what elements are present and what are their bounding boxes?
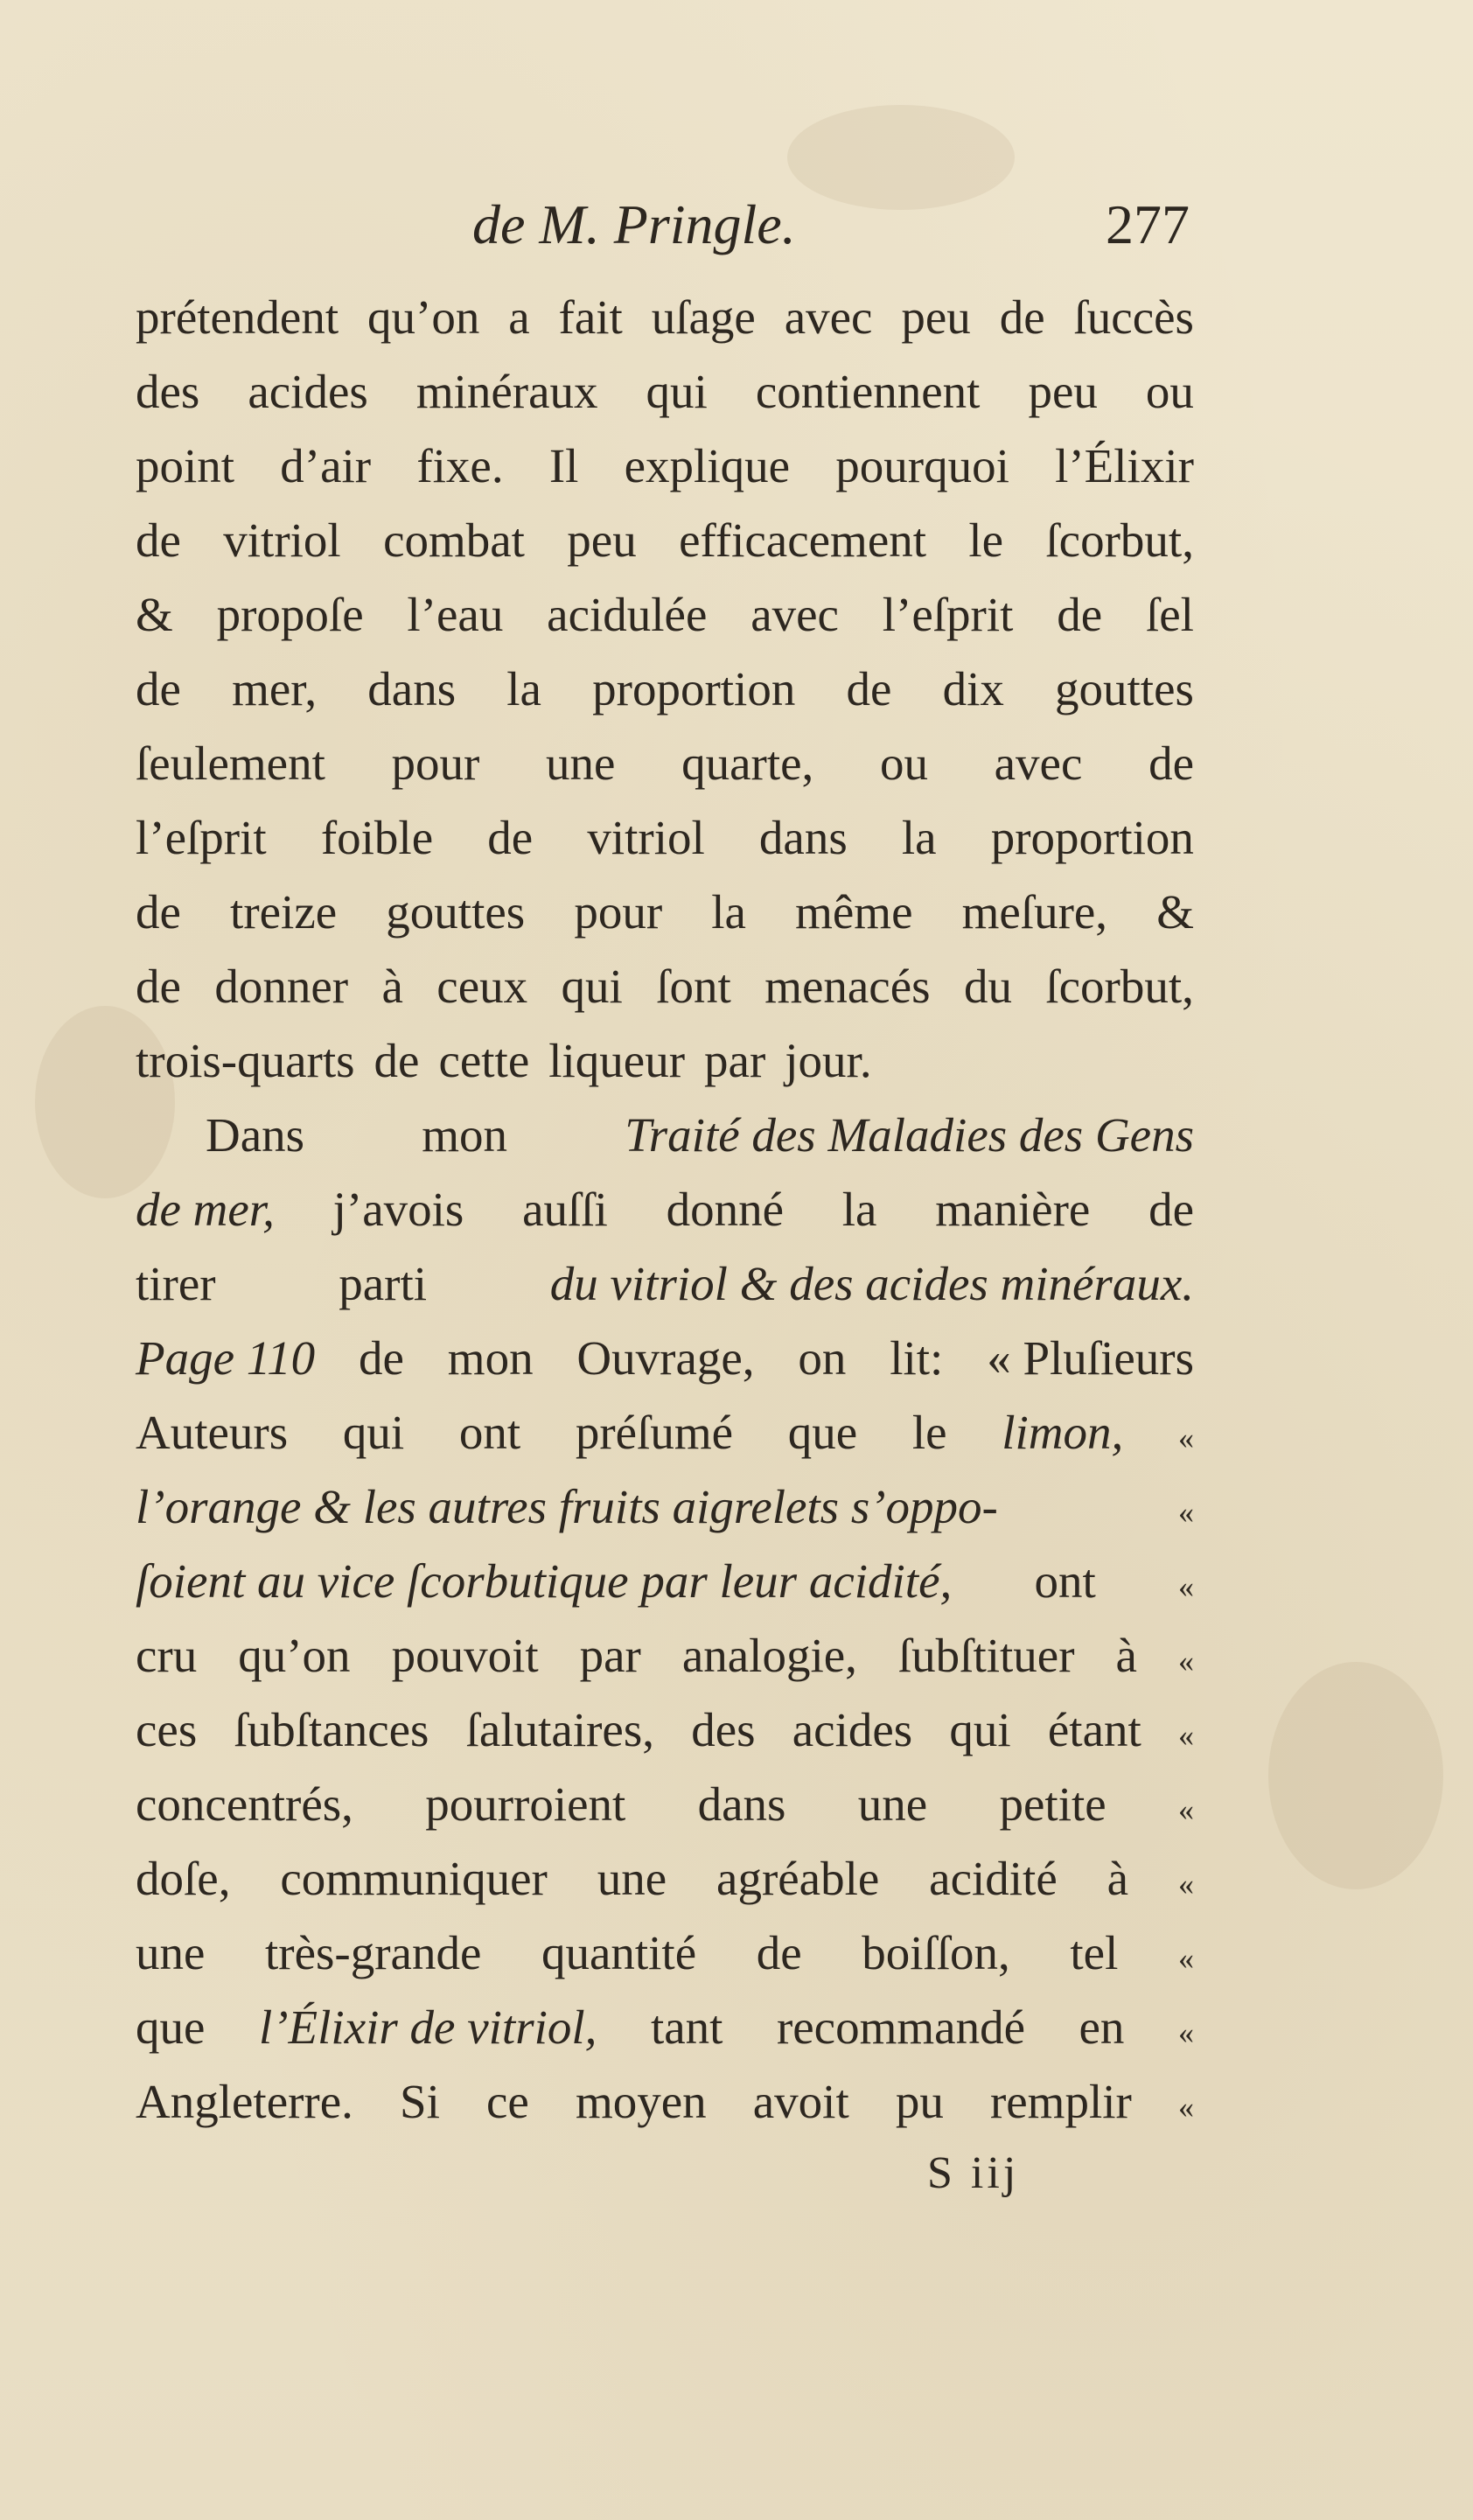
word: à xyxy=(1106,1852,1129,1905)
word: pourroient xyxy=(425,1777,626,1831)
word: peu xyxy=(567,513,637,567)
word: de xyxy=(136,662,181,716)
word: à xyxy=(1115,1629,1137,1682)
word: l’eau xyxy=(407,588,504,641)
word: quarte, xyxy=(681,736,814,790)
text-line xyxy=(136,1395,1194,1469)
word: qui xyxy=(342,1406,405,1459)
word: uſage xyxy=(651,290,756,344)
quotation-mark: « xyxy=(1177,1941,1194,1976)
word: une xyxy=(597,1852,667,1905)
word: pour xyxy=(391,736,480,790)
word: avec xyxy=(994,736,1083,790)
word: l’Élixir de vitriol, xyxy=(258,2000,597,2054)
text-line xyxy=(136,1544,1194,1618)
word: menacés xyxy=(764,960,931,1013)
word: par xyxy=(579,1629,641,1682)
word: de xyxy=(1148,1183,1194,1236)
word: peu xyxy=(901,290,971,344)
word: proportion xyxy=(990,811,1194,864)
text-line xyxy=(136,1321,1194,1395)
text-line xyxy=(136,1916,1194,1990)
word: & xyxy=(136,588,173,641)
quotation-mark: « xyxy=(1178,1792,1194,1827)
word: ont xyxy=(1034,1554,1096,1608)
word: pourquoi xyxy=(835,439,1009,492)
word: de xyxy=(1148,736,1194,790)
quotation-mark: « xyxy=(1177,1644,1194,1679)
word: d’air xyxy=(280,439,372,492)
word: la xyxy=(506,662,541,716)
word: recommandé xyxy=(776,2000,1025,2054)
body-text xyxy=(136,280,1194,2139)
word: la xyxy=(901,811,937,864)
word: qu’on xyxy=(367,290,480,344)
word: dix xyxy=(942,662,1004,716)
word: l’eſprit xyxy=(136,811,267,864)
word: analogie, xyxy=(681,1629,857,1682)
word: une xyxy=(136,1926,206,1979)
word: tel xyxy=(1070,1926,1119,1979)
word: dans xyxy=(697,1777,786,1831)
text-line xyxy=(136,354,1194,429)
word: Il xyxy=(548,439,579,492)
word: Auteurs xyxy=(136,1406,289,1459)
word: lit: xyxy=(890,1331,944,1385)
word: avec xyxy=(750,588,839,641)
text-line xyxy=(136,1693,1194,1767)
text-line xyxy=(136,726,1194,800)
word: donné xyxy=(666,1183,784,1236)
word: mon xyxy=(447,1331,534,1385)
text-line xyxy=(136,1246,1194,1321)
word: la xyxy=(841,1183,877,1236)
word: treize xyxy=(230,885,338,939)
quotation-mark: « xyxy=(1178,1718,1194,1753)
word: ſubſtituer xyxy=(897,1629,1075,1682)
word: manière xyxy=(935,1183,1091,1236)
word: mer, xyxy=(232,662,318,716)
quotation-mark: « xyxy=(1177,1421,1194,1455)
word: qui xyxy=(949,1703,1011,1756)
text-line xyxy=(136,1172,1194,1246)
word: a xyxy=(508,290,530,344)
word: par xyxy=(704,1034,766,1087)
word: foible xyxy=(320,811,434,864)
word: de xyxy=(136,960,181,1013)
word: efficacement xyxy=(679,513,927,567)
word: liqueur xyxy=(548,1034,686,1087)
word: ſuccès xyxy=(1073,290,1194,344)
word: avec xyxy=(784,290,873,344)
page-header xyxy=(131,192,1190,271)
word: prétendent xyxy=(136,290,339,344)
text-line xyxy=(136,280,1194,354)
word: étant xyxy=(1047,1703,1141,1756)
word: ont xyxy=(458,1406,521,1459)
word: de xyxy=(999,290,1045,344)
word: de xyxy=(756,1926,802,1979)
word: de xyxy=(136,885,181,939)
quotation-mark: « xyxy=(1177,2090,1194,2125)
word: de xyxy=(359,1331,404,1385)
text-line xyxy=(136,949,1194,1023)
word: le xyxy=(911,1406,947,1459)
word: communiquer xyxy=(280,1852,548,1905)
word: qui xyxy=(561,960,623,1013)
text-line xyxy=(136,1618,1194,1693)
word: auſſi xyxy=(522,1183,608,1236)
running-title: de M. Pringle. xyxy=(472,193,796,255)
word: une xyxy=(546,736,616,790)
word: qu’on xyxy=(238,1629,351,1682)
text-line xyxy=(136,1098,1194,1172)
word: l’eſprit xyxy=(882,588,1014,641)
word: parti xyxy=(339,1257,428,1310)
word: de xyxy=(373,1034,420,1087)
word: du xyxy=(963,960,1012,1013)
word: Traité des Maladies des Gens xyxy=(625,1108,1194,1162)
word: cru xyxy=(136,1629,198,1682)
word: de xyxy=(846,662,892,716)
word: point xyxy=(136,439,235,492)
word: moyen xyxy=(575,2075,707,2128)
word: acidulée xyxy=(547,588,708,641)
text-line xyxy=(136,652,1194,726)
word: jour. xyxy=(785,1034,872,1087)
word: Page 110 xyxy=(136,1331,316,1385)
word: l’Élixir xyxy=(1055,439,1194,492)
word: contiennent xyxy=(755,365,981,418)
word: fixe. xyxy=(416,439,504,492)
word: ſalutaires, xyxy=(465,1703,654,1756)
word: doſe, xyxy=(136,1852,231,1905)
text-line xyxy=(136,1841,1194,1916)
word: ceux xyxy=(436,960,528,1013)
word: ſcorbut, xyxy=(1045,960,1194,1013)
text-line xyxy=(136,429,1194,503)
word: j’avois xyxy=(332,1183,464,1236)
word: trois-quarts xyxy=(136,1034,355,1087)
quotation-mark: « xyxy=(1177,1569,1194,1604)
word: ſeulement xyxy=(136,736,325,790)
word: ou xyxy=(879,736,928,790)
word: dans xyxy=(367,662,457,716)
word: de mer, xyxy=(136,1183,275,1236)
word: vitriol xyxy=(587,811,705,864)
quotation-mark: « xyxy=(1177,1867,1194,1902)
word: ſubſtances xyxy=(234,1703,429,1756)
word: pour xyxy=(574,885,663,939)
word: des xyxy=(136,365,200,418)
word: la xyxy=(711,885,746,939)
word: le xyxy=(968,513,1004,567)
word: avoit xyxy=(752,2075,849,2128)
word: boiſſon, xyxy=(862,1926,1010,1979)
word: que xyxy=(787,1406,858,1459)
signature-mark: S iij xyxy=(927,2148,1020,2198)
word: préſumé xyxy=(575,1406,734,1459)
word: tirer xyxy=(136,1257,216,1310)
word: à xyxy=(381,960,403,1013)
word: ſel xyxy=(1145,588,1194,641)
quotation-mark: « xyxy=(1177,2015,1194,2050)
word: Angleterre. xyxy=(136,2075,353,2128)
text-line xyxy=(136,1990,1194,2064)
word: ſcorbut, xyxy=(1045,513,1194,567)
word: du vitriol & des acides minéraux. xyxy=(549,1257,1194,1310)
paper-stain xyxy=(1268,1662,1443,1889)
word: tant xyxy=(650,2000,723,2054)
word: Si xyxy=(400,2075,440,2128)
text-line xyxy=(136,577,1194,652)
word: meſure, xyxy=(961,885,1108,939)
text-line xyxy=(136,1469,1194,1544)
text-line xyxy=(136,875,1194,949)
word: dans xyxy=(758,811,848,864)
word: & xyxy=(1156,885,1194,939)
word: de xyxy=(136,513,181,567)
word: ſoient au vice ſcorbutique par leur acidité, xyxy=(136,1554,953,1608)
word: propoſe xyxy=(216,588,364,641)
word: limon, xyxy=(1002,1406,1124,1459)
word: combat xyxy=(383,513,525,567)
text-line xyxy=(136,800,1194,875)
word: agréable xyxy=(716,1852,880,1905)
word: ces xyxy=(136,1703,198,1756)
word: cette xyxy=(438,1034,530,1087)
word: de xyxy=(487,811,534,864)
word: ou xyxy=(1145,365,1194,418)
word: concentrés, xyxy=(136,1777,353,1831)
word: Dans xyxy=(206,1108,305,1162)
word: que xyxy=(136,2000,206,2054)
word: acides xyxy=(792,1703,913,1756)
word: acidité xyxy=(929,1852,1058,1905)
word: « Pluſieurs xyxy=(987,1331,1194,1385)
word: gouttes xyxy=(1055,662,1194,716)
word: proportion xyxy=(592,662,796,716)
word: remplir xyxy=(989,2075,1132,2128)
text-line xyxy=(136,1023,1194,1098)
word: même xyxy=(795,885,913,939)
word: fait xyxy=(558,290,623,344)
word: ce xyxy=(486,2075,529,2128)
word: ſont xyxy=(656,960,731,1013)
word: quantité xyxy=(541,1926,697,1979)
word: pu xyxy=(895,2075,944,2128)
word: acides xyxy=(248,365,368,418)
word: de xyxy=(1057,588,1103,641)
text-line xyxy=(136,1767,1194,1841)
word: minéraux xyxy=(415,365,598,418)
word: gouttes xyxy=(386,885,526,939)
text-line xyxy=(136,503,1194,577)
word: on xyxy=(798,1331,847,1385)
word: très-grande xyxy=(265,1926,482,1979)
quotation-mark: « xyxy=(1178,1495,1194,1530)
word: petite xyxy=(999,1777,1106,1831)
word: l’orange & les autres fruits aigrelets s’oppo- xyxy=(136,1480,998,1533)
word: qui xyxy=(646,365,708,418)
page-number: 277 xyxy=(1106,193,1190,255)
word: vitriol xyxy=(223,513,341,567)
word: Ouvrage, xyxy=(576,1331,755,1385)
word: en xyxy=(1079,2000,1125,2054)
text-line xyxy=(136,2064,1194,2139)
word: peu xyxy=(1028,365,1098,418)
word: explique xyxy=(624,439,791,492)
word: des xyxy=(691,1703,756,1756)
word: une xyxy=(857,1777,928,1831)
word: mon xyxy=(422,1108,508,1162)
word: pouvoit xyxy=(391,1629,539,1682)
word: donner xyxy=(214,960,349,1013)
